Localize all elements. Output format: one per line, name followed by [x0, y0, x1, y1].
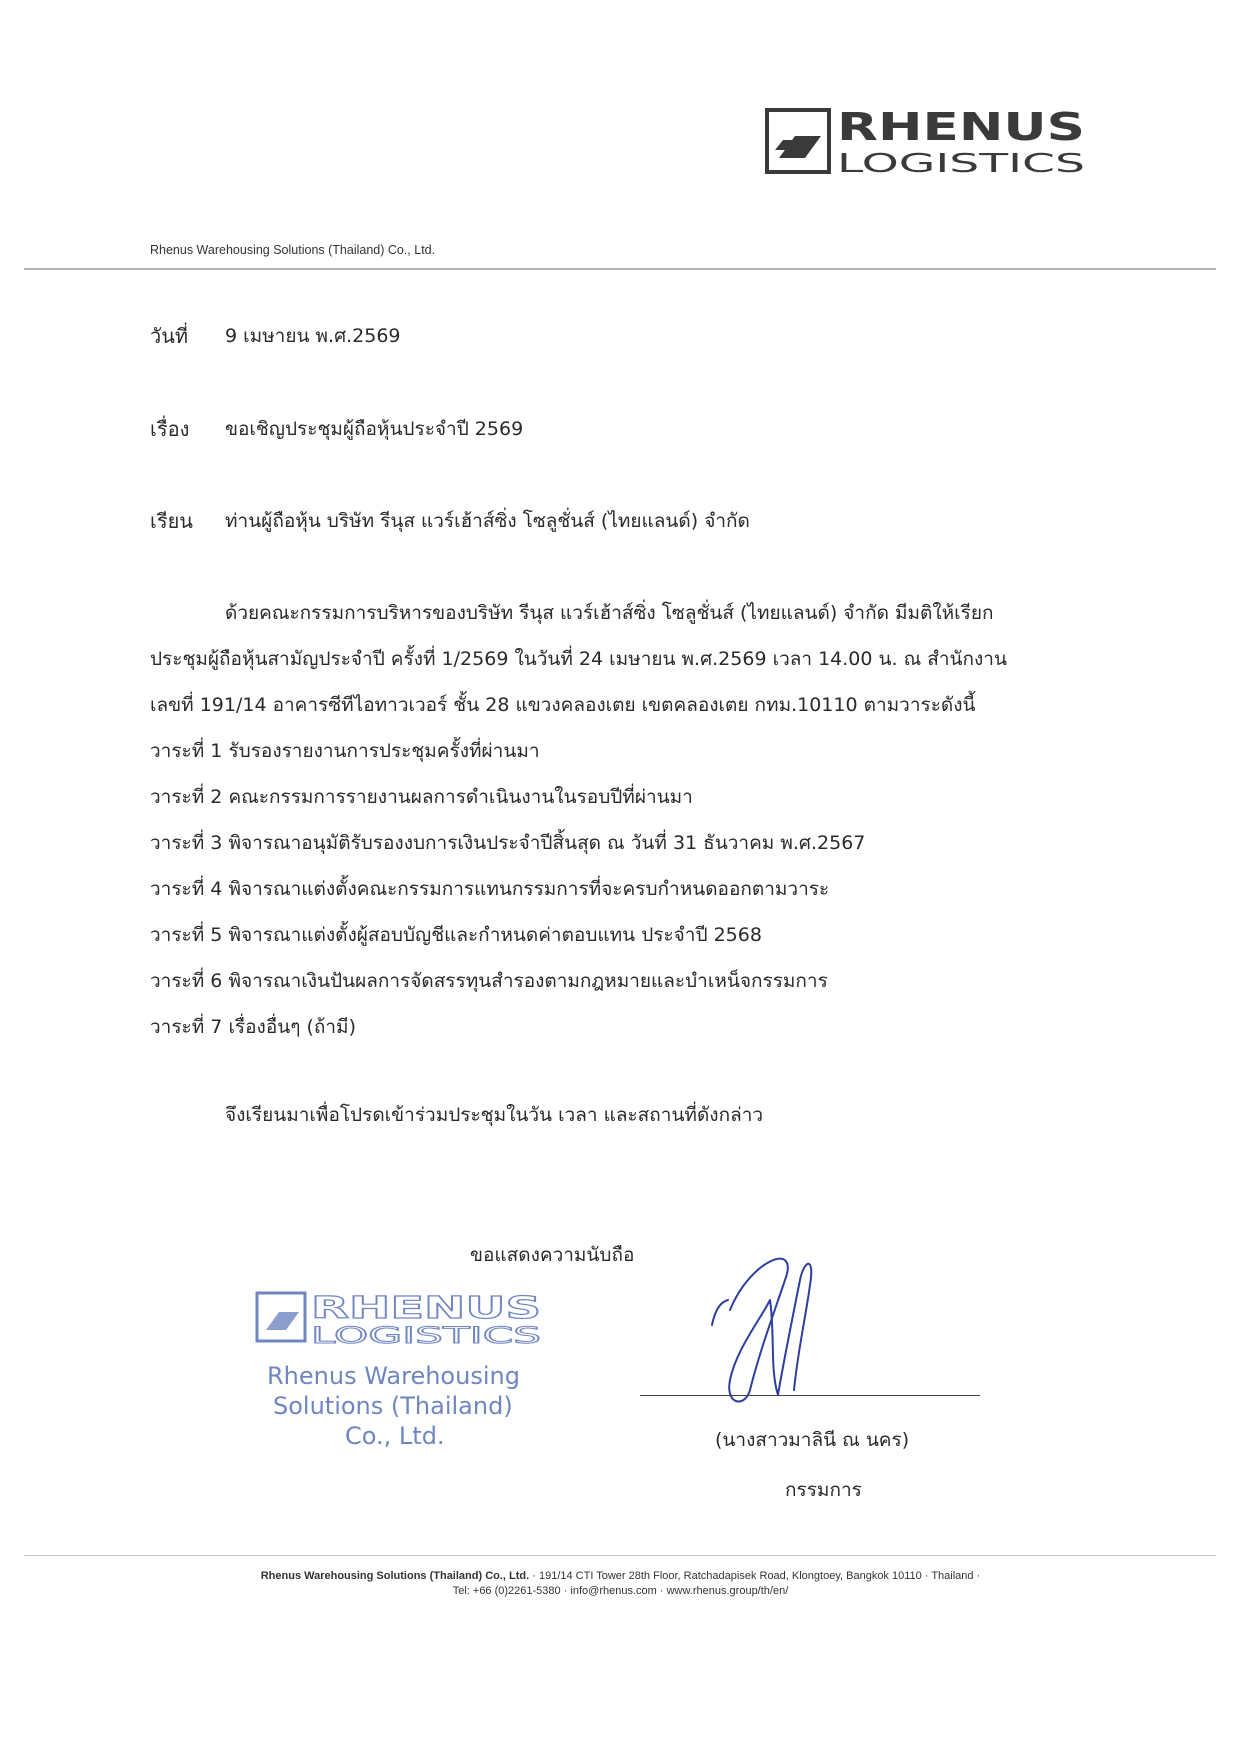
- recipient-value: ท่านผู้ถือหุ้น บริษัท รีนุส แวร์เฮ้าส์ซิ่ง โซลูชั่นส์ (ไทยแลนด์) จำกัด: [225, 510, 750, 532]
- date-value: 9 เมษายน พ.ศ.2569: [225, 325, 401, 347]
- body-paragraph: [150, 590, 1080, 728]
- agenda-item: วาระที่ 5 พิจารณาแต่งตั้งผู้สอบบัญชีและกำหนดค่าตอบแทน ประจำปี 2568: [150, 924, 762, 946]
- subject-label: เรื่อง: [150, 417, 190, 441]
- regards-line: ขอแสดงความนับถือ: [470, 1244, 635, 1266]
- company-stamp: [255, 1290, 555, 1460]
- signature-line: [640, 1395, 980, 1396]
- footer-divider: [24, 1555, 1216, 1556]
- recipient-label: เรียน: [150, 509, 193, 533]
- rhenus-logo: [765, 108, 1087, 176]
- date-label: วันที่: [150, 324, 189, 348]
- footer-address: [0, 1570, 1241, 1582]
- stamp-logo-text-rhenus: RHENUS: [311, 1291, 541, 1326]
- footer-address-text: · 191/14 CTI Tower 28th Floor, Ratchadapisek Road, Klongtoey, Bangkok 10110 · Thailand ·: [529, 1570, 981, 1582]
- logo-text-logistics: LOGISTICS: [837, 149, 1085, 176]
- company-header: Rhenus Warehousing Solutions (Thailand) Co., Ltd.: [150, 243, 436, 257]
- agenda-item: วาระที่ 6 พิจารณาเงินปันผลการจัดสรรทุนสำรองตามกฎหมายและบำเหน็จกรรมการ: [150, 970, 828, 992]
- stamp-text-line: Solutions (Thailand): [273, 1392, 513, 1420]
- logo-text-rhenus: RHENUS: [837, 108, 1085, 149]
- signer-name: (นางสาวมาลินี ณ นคร): [715, 1429, 910, 1451]
- footer-company: Rhenus Warehousing Solutions (Thailand) Co., Ltd.: [260, 1570, 530, 1582]
- closing-line: จึงเรียนมาเพื่อโปรดเข้าร่วมประชุมในวัน เวลา และสถานที่ดังกล่าว: [225, 1104, 764, 1126]
- body-line: ประชุมผู้ถือหุ้นสามัญประจำปี ครั้งที่ 1/2569 ในวันที่ 24 เมษายน พ.ศ.2569 เวลา 14.00 น. ณ สำนักงาน: [150, 648, 1007, 670]
- signer-title: กรรมการ: [785, 1479, 862, 1501]
- stamp-text-line: Rhenus Warehousing: [267, 1362, 520, 1390]
- handwritten-signature: [690, 1240, 870, 1410]
- body-line: เลขที่ 191/14 อาคารซีทีไอทาวเวอร์ ชั้น 28 แขวงคลองเตย เขตคลองเตย กทม.10110 ตามวาระดังนี้: [150, 694, 976, 716]
- agenda-item: วาระที่ 3 พิจารณาอนุมัติรับรองงบการเงินประจำปีสิ้นสุด ณ วันที่ 31 ธันวาคม พ.ศ.2567: [150, 832, 866, 854]
- agenda-item: วาระที่ 7 เรื่องอื่นๆ (ถ้ามี): [150, 1016, 356, 1038]
- stamp-logo-text-logistics: LOGISTICS: [311, 1324, 541, 1346]
- agenda-item: วาระที่ 2 คณะกรรมการรายงานผลการดำเนินงานในรอบปีที่ผ่านมา: [150, 786, 693, 808]
- agenda-item: วาระที่ 1 รับรองรายงานการประชุมครั้งที่ผ่านมา: [150, 740, 540, 762]
- header-divider: [24, 268, 1216, 270]
- stamp-text-line: Co., Ltd.: [345, 1422, 445, 1450]
- agenda-list: [150, 728, 865, 1050]
- subject-value: ขอเชิญประชุมผู้ถือหุ้นประจำปี 2569: [225, 418, 524, 440]
- agenda-item: วาระที่ 4 พิจารณาแต่งตั้งคณะกรรมการแทนกรรมการที่จะครบกำหนดออกตามวาระ: [150, 878, 830, 900]
- stamp-logo: [255, 1290, 545, 1346]
- body-line: ด้วยคณะกรรมการบริหารของบริษัท รีนุส แวร์เฮ้าส์ซิ่ง โซลูชั่นส์ (ไทยแลนด์) จำกัด มีมติให้เรียก: [225, 602, 994, 624]
- footer-contact: Tel: +66 (0)2261-5380 · info@rhenus.com · www.rhenus.group/th/en/: [452, 1585, 789, 1597]
